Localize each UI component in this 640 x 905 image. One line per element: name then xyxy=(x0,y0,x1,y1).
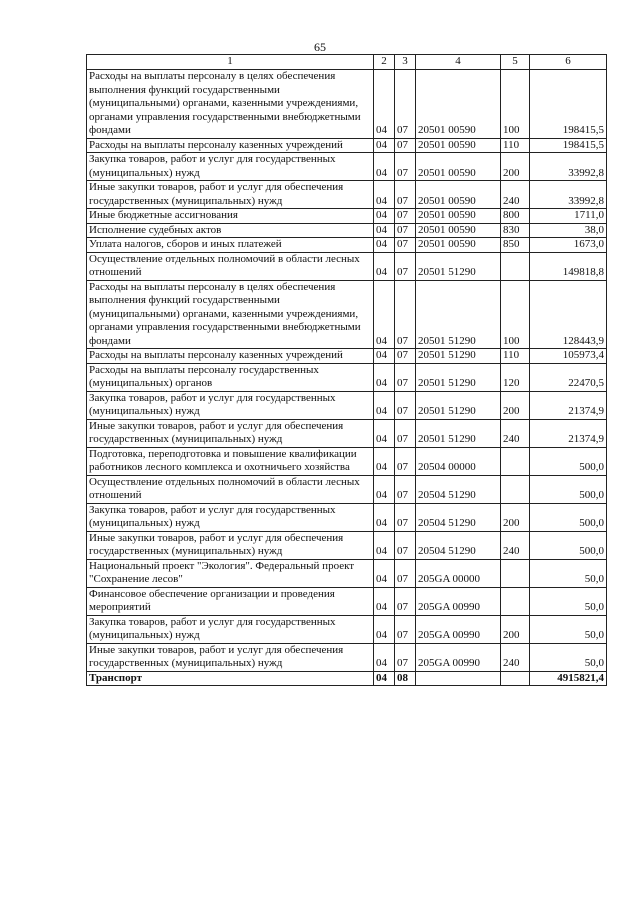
row-name: Закупка товаров, работ и услуг для государственных (муниципальных) нужд xyxy=(87,391,374,419)
row-name: Закупка товаров, работ и услуг для государственных (муниципальных) нужд xyxy=(87,153,374,181)
amount: 4915821,4 xyxy=(530,671,607,686)
table-row xyxy=(87,363,607,391)
table-row xyxy=(87,643,607,671)
row-name: Закупка товаров, работ и услуг для государственных (муниципальных) нужд xyxy=(87,503,374,531)
table-header-row xyxy=(87,55,607,70)
target-article-code: 20501 51290 xyxy=(416,391,501,419)
target-article-code xyxy=(416,671,501,686)
row-name: Финансовое обеспечение организации и проведения мероприятий xyxy=(87,587,374,615)
target-article-code: 20501 00590 xyxy=(416,238,501,253)
section-code: 04 xyxy=(374,643,395,671)
table-row xyxy=(87,349,607,364)
table-row xyxy=(87,223,607,238)
header-cell: 4 xyxy=(416,55,501,70)
table-row xyxy=(87,503,607,531)
amount: 1673,0 xyxy=(530,238,607,253)
row-name: Иные бюджетные ассигнования xyxy=(87,209,374,224)
section-code: 04 xyxy=(374,280,395,349)
amount: 1711,0 xyxy=(530,209,607,224)
amount: 198415,5 xyxy=(530,138,607,153)
expense-type-code xyxy=(501,475,530,503)
target-article-code: 20504 51290 xyxy=(416,475,501,503)
table-row xyxy=(87,419,607,447)
subsection-code: 07 xyxy=(395,447,416,475)
section-code: 04 xyxy=(374,363,395,391)
target-article-code: 205GA 00000 xyxy=(416,559,501,587)
amount: 33992,8 xyxy=(530,181,607,209)
table-row xyxy=(87,252,607,280)
row-name: Исполнение судебных актов xyxy=(87,223,374,238)
amount: 128443,9 xyxy=(530,280,607,349)
subsection-code: 07 xyxy=(395,391,416,419)
row-name: Расходы на выплаты персоналу государственных (муниципальных) органов xyxy=(87,363,374,391)
subsection-code: 07 xyxy=(395,643,416,671)
subsection-code: 07 xyxy=(395,587,416,615)
expense-type-code: 100 xyxy=(501,70,530,139)
amount: 500,0 xyxy=(530,475,607,503)
subsection-code: 07 xyxy=(395,349,416,364)
section-code: 04 xyxy=(374,559,395,587)
amount: 50,0 xyxy=(530,643,607,671)
amount: 50,0 xyxy=(530,559,607,587)
amount: 198415,5 xyxy=(530,70,607,139)
expense-type-code: 850 xyxy=(501,238,530,253)
target-article-code: 20501 51290 xyxy=(416,280,501,349)
expense-type-code xyxy=(501,447,530,475)
section-code: 04 xyxy=(374,587,395,615)
expense-type-code xyxy=(501,252,530,280)
expense-type-code xyxy=(501,671,530,686)
table-row xyxy=(87,209,607,224)
expense-type-code xyxy=(501,587,530,615)
section-code: 04 xyxy=(374,475,395,503)
section-code: 04 xyxy=(374,238,395,253)
expense-type-code: 240 xyxy=(501,419,530,447)
row-name: Закупка товаров, работ и услуг для государственных (муниципальных) нужд xyxy=(87,615,374,643)
subsection-code: 07 xyxy=(395,475,416,503)
target-article-code: 20501 00590 xyxy=(416,138,501,153)
section-code: 04 xyxy=(374,531,395,559)
amount: 149818,8 xyxy=(530,252,607,280)
section-code: 04 xyxy=(374,209,395,224)
expense-type-code: 830 xyxy=(501,223,530,238)
table-row xyxy=(87,138,607,153)
section-code: 04 xyxy=(374,138,395,153)
expense-type-code: 240 xyxy=(501,181,530,209)
amount: 33992,8 xyxy=(530,153,607,181)
row-name: Осуществление отдельных полномочий в области лесных отношений xyxy=(87,252,374,280)
amount: 50,0 xyxy=(530,615,607,643)
row-name: Иные закупки товаров, работ и услуг для обеспечения государственных (муниципальных) нужд xyxy=(87,531,374,559)
table-row xyxy=(87,531,607,559)
section-code: 04 xyxy=(374,223,395,238)
subsection-code: 07 xyxy=(395,138,416,153)
expense-type-code: 200 xyxy=(501,615,530,643)
row-name: Расходы на выплаты персоналу в целях обеспечения выполнения функций государственными (муниципальными) органами, казенными учреждениями, органами управления государственными внебюджетными фондами xyxy=(87,70,374,139)
subsection-code: 07 xyxy=(395,209,416,224)
target-article-code: 20501 00590 xyxy=(416,153,501,181)
target-article-code: 20501 00590 xyxy=(416,209,501,224)
amount: 21374,9 xyxy=(530,391,607,419)
header-cell: 3 xyxy=(395,55,416,70)
row-name: Иные закупки товаров, работ и услуг для обеспечения государственных (муниципальных) нужд xyxy=(87,181,374,209)
subsection-code: 07 xyxy=(395,252,416,280)
amount: 105973,4 xyxy=(530,349,607,364)
expense-type-code: 200 xyxy=(501,503,530,531)
subsection-code: 07 xyxy=(395,419,416,447)
amount: 50,0 xyxy=(530,587,607,615)
section-code: 04 xyxy=(374,252,395,280)
expense-type-code xyxy=(501,559,530,587)
row-name: Иные закупки товаров, работ и услуг для обеспечения государственных (муниципальных) нужд xyxy=(87,643,374,671)
subsection-code: 07 xyxy=(395,503,416,531)
table-row xyxy=(87,238,607,253)
header-cell: 1 xyxy=(87,55,374,70)
section-code: 04 xyxy=(374,447,395,475)
table-row xyxy=(87,280,607,349)
section-code: 04 xyxy=(374,391,395,419)
target-article-code: 20501 51290 xyxy=(416,252,501,280)
table-row xyxy=(87,587,607,615)
section-code: 04 xyxy=(374,153,395,181)
subsection-code: 07 xyxy=(395,615,416,643)
target-article-code: 20504 00000 xyxy=(416,447,501,475)
subsection-code: 07 xyxy=(395,238,416,253)
header-cell: 2 xyxy=(374,55,395,70)
subsection-code: 07 xyxy=(395,153,416,181)
table-row xyxy=(87,153,607,181)
expense-type-code: 240 xyxy=(501,531,530,559)
expense-type-code: 200 xyxy=(501,153,530,181)
subsection-code: 07 xyxy=(395,559,416,587)
amount: 500,0 xyxy=(530,447,607,475)
header-cell: 5 xyxy=(501,55,530,70)
table-row xyxy=(87,181,607,209)
target-article-code: 20501 00590 xyxy=(416,223,501,238)
row-name: Расходы на выплаты персоналу в целях обеспечения выполнения функций государственными (муниципальными) органами, казенными учреждениями, органами управления государственными внебюджетными фондами xyxy=(87,280,374,349)
subsection-code: 07 xyxy=(395,280,416,349)
amount: 500,0 xyxy=(530,503,607,531)
section-code: 04 xyxy=(374,671,395,686)
expense-type-code: 800 xyxy=(501,209,530,224)
row-name: Расходы на выплаты персоналу казенных учреждений xyxy=(87,349,374,364)
target-article-code: 20501 00590 xyxy=(416,181,501,209)
row-name: Уплата налогов, сборов и иных платежей xyxy=(87,238,374,253)
target-article-code: 20501 51290 xyxy=(416,349,501,364)
subsection-code: 07 xyxy=(395,223,416,238)
section-code: 04 xyxy=(374,349,395,364)
row-name: Подготовка, переподготовка и повышение квалификации работников лесного комплекса и охотничьего хозяйства xyxy=(87,447,374,475)
table-row xyxy=(87,447,607,475)
subsection-code: 07 xyxy=(395,531,416,559)
section-code: 04 xyxy=(374,419,395,447)
expense-type-code: 240 xyxy=(501,643,530,671)
amount: 22470,5 xyxy=(530,363,607,391)
expense-type-code: 120 xyxy=(501,363,530,391)
expense-type-code: 110 xyxy=(501,138,530,153)
amount: 38,0 xyxy=(530,223,607,238)
table-row xyxy=(87,475,607,503)
target-article-code: 20504 51290 xyxy=(416,531,501,559)
row-name: Транспорт xyxy=(87,671,374,686)
table-row xyxy=(87,70,607,139)
subsection-code: 07 xyxy=(395,70,416,139)
budget-table xyxy=(86,54,607,686)
page-number: 65 xyxy=(314,40,326,54)
target-article-code: 20501 00590 xyxy=(416,70,501,139)
amount: 500,0 xyxy=(530,531,607,559)
amount: 21374,9 xyxy=(530,419,607,447)
target-article-code: 20504 51290 xyxy=(416,503,501,531)
row-name: Национальный проект "Экология". Федеральный проект "Сохранение лесов" xyxy=(87,559,374,587)
row-name: Иные закупки товаров, работ и услуг для обеспечения государственных (муниципальных) нужд xyxy=(87,419,374,447)
target-article-code: 205GA 00990 xyxy=(416,587,501,615)
target-article-code: 20501 51290 xyxy=(416,363,501,391)
target-article-code: 205GA 00990 xyxy=(416,643,501,671)
expense-type-code: 100 xyxy=(501,280,530,349)
subsection-code: 07 xyxy=(395,363,416,391)
expense-type-code: 200 xyxy=(501,391,530,419)
table-row xyxy=(87,671,607,686)
row-name: Расходы на выплаты персоналу казенных учреждений xyxy=(87,138,374,153)
row-name: Осуществление отдельных полномочий в области лесных отношений xyxy=(87,475,374,503)
subsection-code: 08 xyxy=(395,671,416,686)
section-code: 04 xyxy=(374,503,395,531)
section-code: 04 xyxy=(374,181,395,209)
subsection-code: 07 xyxy=(395,181,416,209)
target-article-code: 205GA 00990 xyxy=(416,615,501,643)
table-row xyxy=(87,559,607,587)
section-code: 04 xyxy=(374,70,395,139)
table-row xyxy=(87,391,607,419)
table-row xyxy=(87,615,607,643)
expense-type-code: 110 xyxy=(501,349,530,364)
section-code: 04 xyxy=(374,615,395,643)
header-cell: 6 xyxy=(530,55,607,70)
target-article-code: 20501 51290 xyxy=(416,419,501,447)
